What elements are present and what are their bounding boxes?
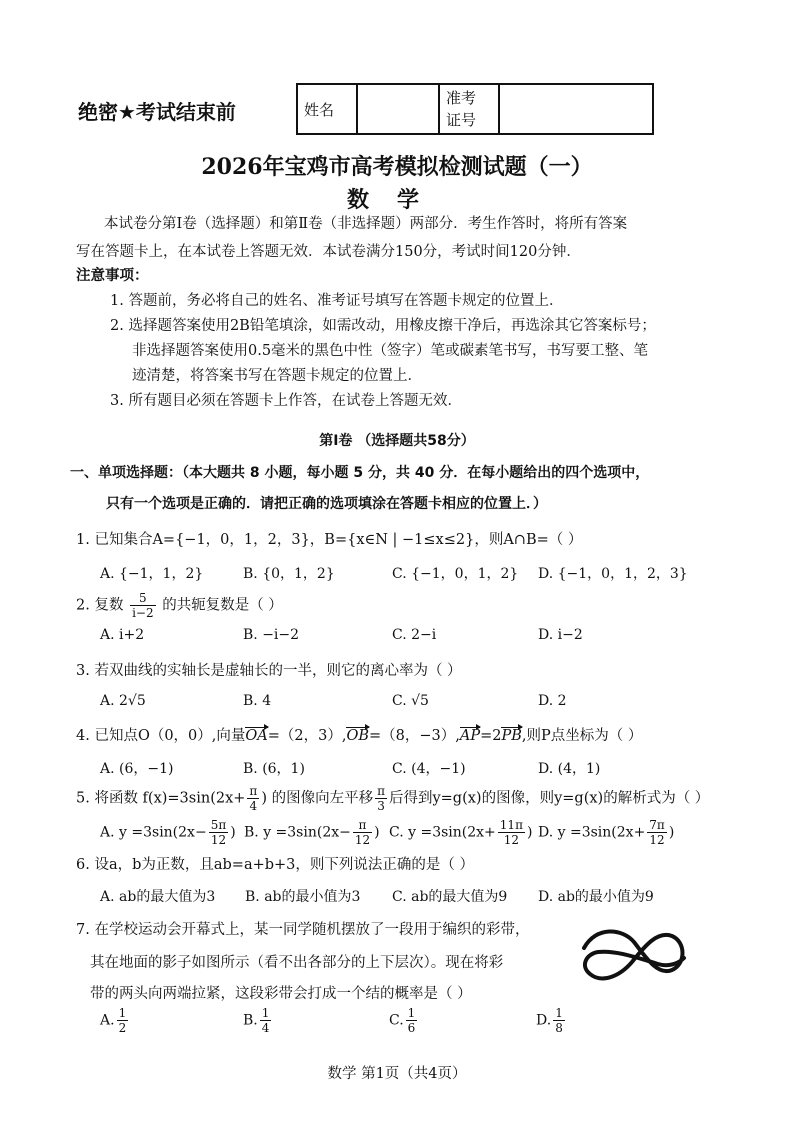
q3-option-c: C. √5 — [392, 693, 429, 709]
exam-id-field[interactable] — [499, 84, 653, 134]
q1-option-a: A. {−1，1，2} — [100, 566, 204, 582]
q1-option-b: B. {0，1，2} — [243, 566, 335, 582]
q2-option-b: B. −i−2 — [243, 627, 300, 643]
q4-option-a: A. (6，−1) — [100, 761, 174, 777]
question-7-line-3: 带的两头向两端拉紧，这段彩带会打成一个结的概率是（ ） — [90, 986, 472, 1002]
part-instructions-2: 只有一个选项是正确的．请把正确的选项填涂在答题卡相应的位置上．） — [106, 496, 547, 512]
q7-option-b: B. $\frac{1}{4}$ — [243, 1006, 270, 1035]
q5-option-a: A. y =3sin(2x− $\frac{5\pi}{12}$ ) — [100, 818, 236, 847]
q1-option-c: C. {−1，0，1，2} — [392, 566, 519, 582]
candidate-info-box — [296, 83, 654, 135]
note-2-cont2: 迹清楚，将答案书写在答题卡规定的位置上． — [132, 368, 422, 384]
q4-option-b: B. (6，1) — [243, 761, 305, 777]
q4-option-d: D. (4，1) — [538, 761, 601, 777]
exam-title: 2026年宝鸡市高考模拟检测试题（一） — [201, 154, 593, 180]
question-1-stem: 1. 已知集合A={−1，0，1，2，3}，B={x∈N | −1≤x≤2}，则A∩B=（ ） — [76, 532, 583, 548]
subject-title: 数学 — [346, 187, 447, 213]
note-2: 2. 选择题答案使用2B铅笔填涂，如需改动，用橡皮擦干净后，再选涂其它答案标号； — [110, 318, 656, 334]
question-4-stem: 4. 已知点O（0，0）,向量OA=（2，3）,OB=（8，−3）,AP=2PB,则P点坐标为（ ） — [76, 728, 643, 744]
question-3-stem: 3. 若双曲线的实轴长是虚轴长的一半，则它的离心率为（ ） — [76, 663, 462, 679]
q6-option-c: C. ab的最大值为9 — [392, 889, 508, 905]
q5-option-c: C. y =3sin(2x+ $\frac{11\pi}{12}$ ) — [389, 818, 533, 847]
confidential-label: 绝密★考试结束前 — [78, 100, 236, 124]
q7-option-c: C. $\frac{1}{6}$ — [389, 1006, 416, 1035]
q2-option-c: C. 2−i — [392, 627, 437, 643]
question-6-stem: 6. 设a，b为正数，且ab=a+b+3，则下列说法正确的是（ ） — [76, 857, 475, 873]
q7-option-d: D. $\frac{1}{8}$ — [536, 1006, 563, 1035]
vector-ap: AP — [459, 728, 481, 744]
q1-option-d: D. {−1，0，1，2，3} — [538, 566, 688, 582]
vector-pb: PB — [501, 728, 522, 744]
note-3: 3. 所有题目必须在答题卡上作答，在试卷上答题无效． — [110, 393, 462, 409]
question-5-stem: 5. 将函数 f(x)=3sin(2x+ $\frac{\pi}{4}$ ) 的图像向左平移 $\frac{\pi}{3}$ 后得到y=g(x)的图像，则y=g(x)的解析式为（ ） — [76, 784, 710, 813]
question-7-line-2: 其在地面的影子如图所示（看不出各部分的上下层次）。现在将彩 — [90, 955, 504, 971]
q2-option-a: A. i+2 — [100, 627, 145, 643]
part-instructions-1: 一、单项选择题：（本大题共 8 小题，每小题 5 分，共 40 分．在每小题给出的四个选项中， — [70, 465, 650, 481]
q3-option-d: D. 2 — [538, 693, 567, 709]
q5-option-d: D. y =3sin(2x+ $\frac{7\pi}{12}$ ) — [538, 818, 675, 847]
q3-option-b: B. 4 — [243, 693, 272, 709]
notes-heading: 注意事项： — [76, 268, 149, 284]
vector-oa: OA — [245, 728, 268, 744]
note-1: 1. 答题前，务必将自己的姓名、准考证号填写在答题卡规定的位置上． — [110, 293, 564, 309]
q7-option-a: A. $\frac{1}{2}$ — [100, 1006, 127, 1035]
q4-option-c: C. (4，−1) — [392, 761, 466, 777]
q6-option-a: A. ab的最大值为3 — [100, 889, 216, 905]
question-7-line-1: 7. 在学校运动会开幕式上，某一同学随机摆放了一段用于编织的彩带， — [76, 922, 530, 938]
q3-option-a: A. 2√5 — [100, 693, 146, 709]
q2-fraction: $\frac{5}{i-2}$ — [132, 591, 154, 620]
name-field[interactable] — [357, 84, 439, 134]
q6-option-d: D. ab的最小值为9 — [538, 889, 654, 905]
note-2-cont: 非选择题答案使用0.5毫米的黑色中性（签字）笔或碳素笔书写，书写要工整、笔 — [132, 343, 649, 359]
q2-option-d: D. i−2 — [538, 627, 583, 643]
section-title: 第Ⅰ卷 （选择题共58分） — [319, 433, 475, 449]
question-2-stem: 2. 复数 $\frac{5}{i-2}$ 的共轭复数是（ ） — [76, 591, 283, 620]
q6-option-b: B. ab的最小值为3 — [245, 889, 361, 905]
intro-line-1: 本试卷分第Ⅰ卷（选择题）和第Ⅱ卷（非选择题）两部分．考生作答时，将所有答案 — [104, 216, 628, 232]
page-footer: 数学 第1页（共4页） — [327, 1066, 467, 1082]
exam-id-label: 准考 证号 — [439, 84, 499, 134]
name-label: 姓名 — [297, 84, 357, 134]
q5-option-b: B. y =3sin(2x− $\frac{\pi}{12}$ ) — [244, 818, 380, 847]
intro-line-2: 写在答题卡上，在本试卷上答题无效．本试卷满分150分，考试时间120分钟． — [76, 244, 581, 260]
vector-ob: OB — [346, 728, 370, 744]
ribbon-shadow-figure — [576, 920, 692, 990]
